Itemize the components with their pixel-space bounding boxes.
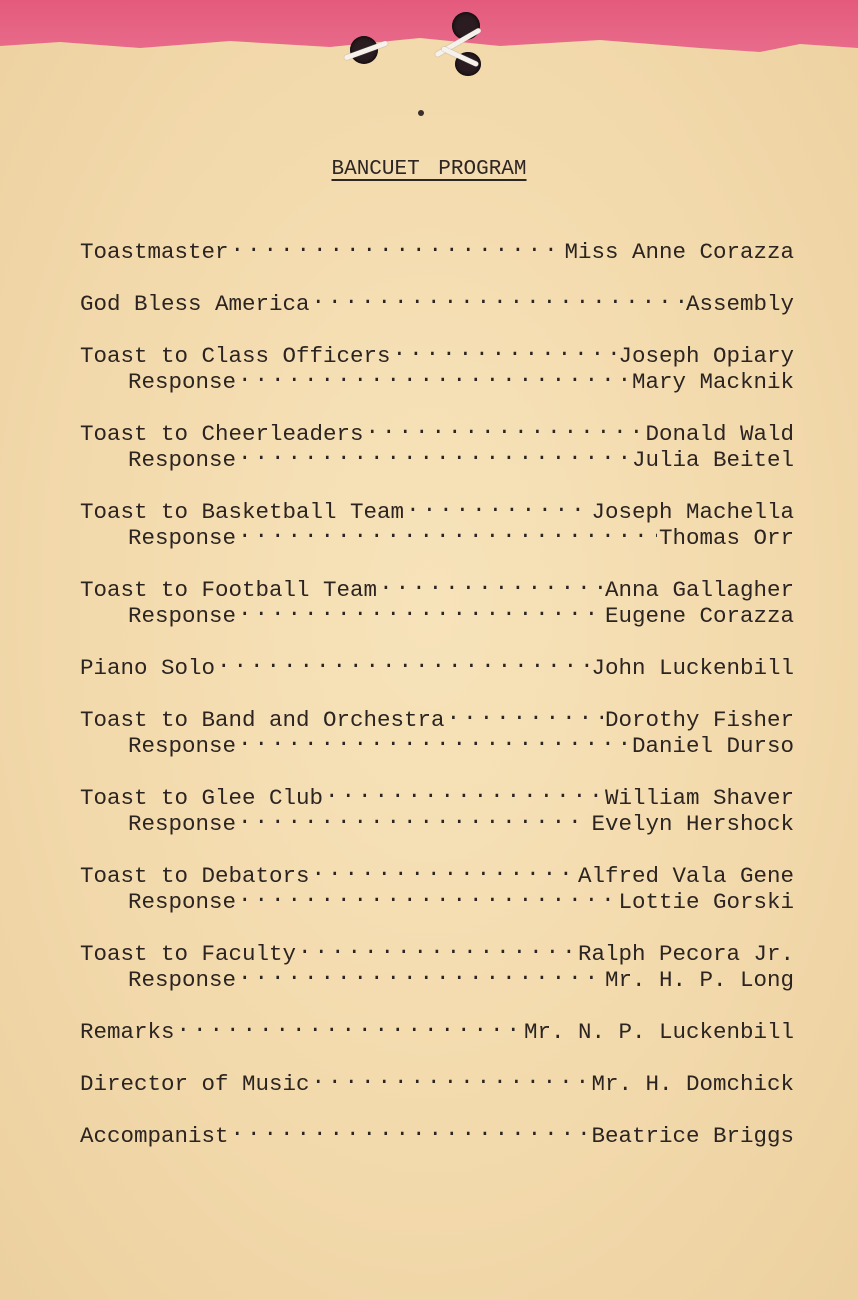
program-row xyxy=(80,570,794,603)
program-name: Mr. N. P. Luckenbill xyxy=(523,1019,794,1045)
program-row xyxy=(80,232,794,265)
response-name: Lottie Gorski xyxy=(618,889,794,915)
program-item xyxy=(80,700,794,759)
dot-leader xyxy=(312,1064,590,1090)
dot-leader xyxy=(393,336,617,362)
dot-leader xyxy=(312,284,684,310)
program-role: Toast to Cheerleaders xyxy=(80,421,364,447)
program-row xyxy=(80,414,794,447)
response-name: Julia Beitel xyxy=(631,447,794,473)
dot-leader xyxy=(366,414,644,440)
program-name: John Luckenbill xyxy=(591,655,794,681)
response-label: Response xyxy=(128,369,237,395)
page-title: BANCUET PROGRAM xyxy=(331,158,527,181)
program-name: Beatrice Briggs xyxy=(591,1123,794,1149)
program-item xyxy=(80,1064,794,1097)
program-item xyxy=(80,856,794,915)
program-name: Assembly xyxy=(685,291,794,317)
program-role: God Bless America xyxy=(80,291,310,317)
program-row xyxy=(80,648,794,681)
program-name: Alfred Vala Gene xyxy=(577,863,794,889)
program-role: Toast to Class Officers xyxy=(80,343,391,369)
response-name: Daniel Durso xyxy=(631,733,794,759)
response-label: Response xyxy=(128,525,237,551)
program-row xyxy=(80,700,794,733)
dot-leader xyxy=(379,570,603,596)
response-name: Mary Macknik xyxy=(631,369,794,395)
response-label: Response xyxy=(128,447,237,473)
program-role: Toast to Football Team xyxy=(80,577,378,603)
dot-leader xyxy=(238,726,630,752)
response-label: Response xyxy=(128,811,237,837)
program-role: Toast to Debators xyxy=(80,863,310,889)
dot-leader xyxy=(231,232,563,258)
dot-leader xyxy=(238,882,616,908)
program-item xyxy=(80,336,794,395)
program-item xyxy=(80,570,794,629)
dot-leader xyxy=(238,804,589,830)
response-name: Mr. H. P. Long xyxy=(604,967,794,993)
program-name: William Shaver xyxy=(604,785,794,811)
program-name: Anna Gallagher xyxy=(604,577,794,603)
dot-leader xyxy=(312,856,576,882)
program-list xyxy=(80,232,794,1168)
program-row xyxy=(80,778,794,811)
program-role: Toast to Glee Club xyxy=(80,785,324,811)
program-item xyxy=(80,934,794,993)
dot-leader xyxy=(238,440,630,466)
dot-leader xyxy=(298,934,576,960)
dot-leader xyxy=(325,778,603,804)
dot-leader xyxy=(238,596,603,622)
dot-leader xyxy=(177,1012,522,1038)
program-name: Donald Wald xyxy=(645,421,794,447)
program-name: Joseph Machella xyxy=(591,499,794,525)
program-item xyxy=(80,778,794,837)
program-item xyxy=(80,284,794,317)
response-label: Response xyxy=(128,889,237,915)
program-name: Mr. H. Domchick xyxy=(591,1071,794,1097)
program-row xyxy=(80,336,794,369)
response-name: Thomas Orr xyxy=(658,525,794,551)
response-name: Evelyn Hershock xyxy=(591,811,794,837)
dot-leader xyxy=(447,700,603,726)
program-role: Toast to Band and Orchestra xyxy=(80,707,445,733)
response-label: Response xyxy=(128,967,237,993)
program-role: Remarks xyxy=(80,1019,175,1045)
program-row xyxy=(80,1012,794,1045)
program-name: Dorothy Fisher xyxy=(604,707,794,733)
program-item xyxy=(80,1012,794,1045)
program-role: Toastmaster xyxy=(80,239,229,265)
program-role: Toast to Faculty xyxy=(80,941,297,967)
dot-leader xyxy=(238,518,657,544)
response-label: Response xyxy=(128,603,237,629)
program-role: Director of Music xyxy=(80,1071,310,1097)
program-item xyxy=(80,232,794,265)
program-name: Ralph Pecora Jr. xyxy=(577,941,794,967)
dot-leader xyxy=(231,1116,590,1142)
program-name: Joseph Opiary xyxy=(618,343,794,369)
program-item xyxy=(80,414,794,473)
program-row xyxy=(80,492,794,525)
dot-leader xyxy=(217,648,589,674)
ink-dot xyxy=(418,110,424,116)
program-role: Accompanist xyxy=(80,1123,229,1149)
program-role: Toast to Basketball Team xyxy=(80,499,405,525)
response-label: Response xyxy=(128,733,237,759)
dot-leader xyxy=(238,362,630,388)
response-name: Eugene Corazza xyxy=(604,603,794,629)
program-role: Piano Solo xyxy=(80,655,216,681)
program-row xyxy=(80,284,794,317)
program-item xyxy=(80,648,794,681)
program-item xyxy=(80,492,794,551)
dot-leader xyxy=(406,492,589,518)
program-item xyxy=(80,1116,794,1149)
dot-leader xyxy=(238,960,603,986)
program-row xyxy=(80,1064,794,1097)
program-row xyxy=(80,934,794,967)
program-name: Miss Anne Corazza xyxy=(564,239,794,265)
program-row xyxy=(80,1116,794,1149)
program-row xyxy=(80,856,794,889)
